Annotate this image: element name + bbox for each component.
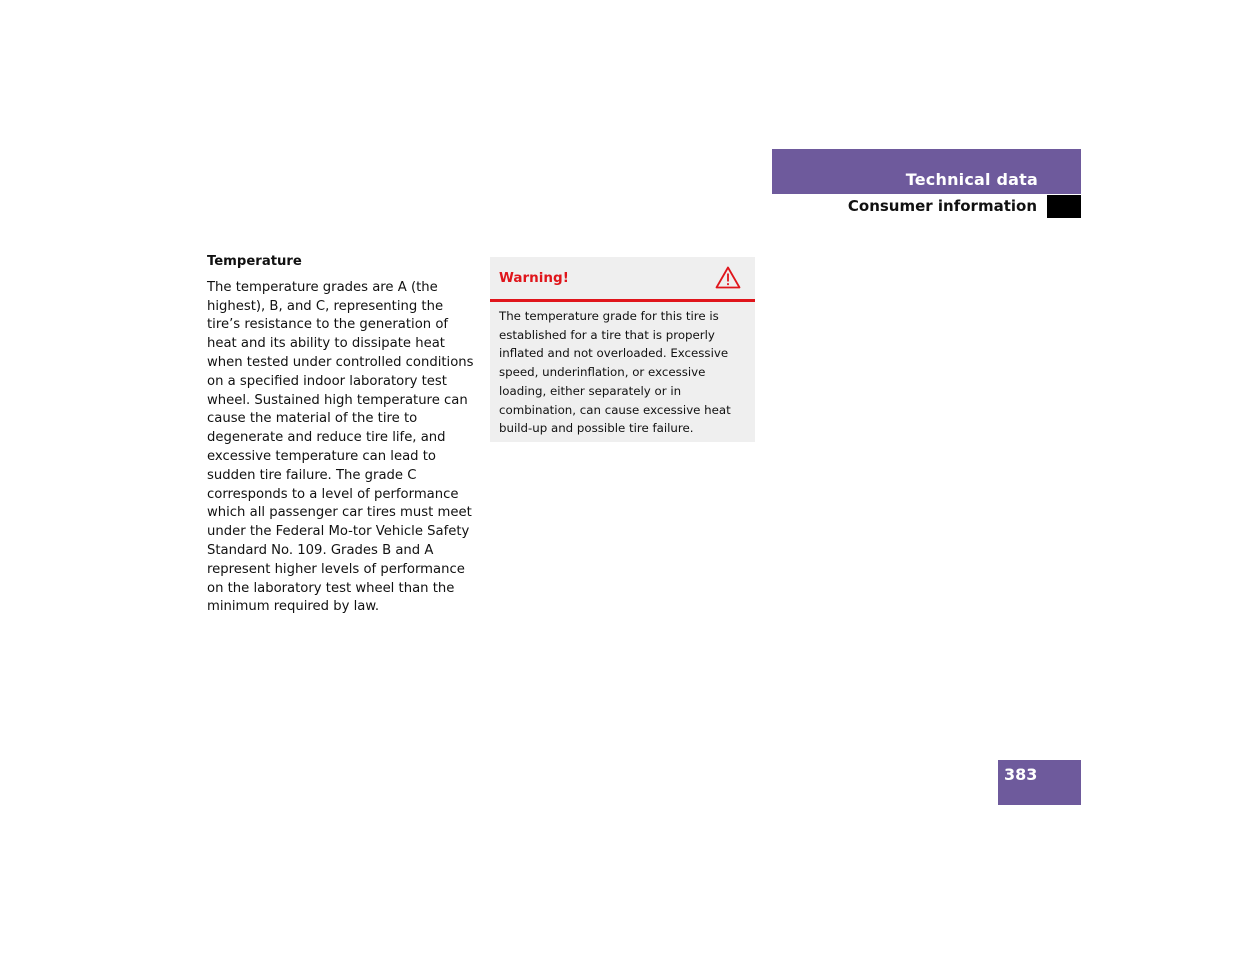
warning-label: Warning!	[499, 270, 569, 286]
page-number-box	[998, 760, 1081, 805]
main-column	[207, 253, 477, 617]
warning-box	[490, 257, 755, 442]
warning-header	[490, 257, 755, 302]
warning-triangle-icon	[715, 266, 741, 289]
page-number: 383	[1004, 765, 1038, 784]
section-heading: Temperature	[207, 254, 302, 269]
section-title: Consumer information	[847, 197, 1037, 215]
chapter-title: Technical data	[905, 170, 1038, 189]
warning-text: The temperature grade for this tire is established for a tire that is properly inflated and not overloaded. Excessive speed, underinflation, or excessive loading, either separately or in combination, can cause excessive heat build-up and possible tire failure.	[499, 309, 731, 436]
body-paragraph: The temperature grades are A (the highest), B, and C, representing the tire’s resistance to the generation of heat and its ability to dissipate heat when tested under controlled conditions on a specified indoor laboratory test wheel. Sustained high temperature can cause the material of the tire to degenerate and reduce tire life, and excessive temperature can lead to sudden tire failure. The grade C corresponds to a level of performance which all passenger car tires must meet under the Federal Mo-tor Vehicle Safety Standard No. 109. Grades B and A represent higher levels of performance on the laboratory test wheel than the minimum required by law.	[207, 279, 474, 615]
chapter-header-bar	[772, 149, 1081, 194]
section-marker	[1047, 195, 1081, 218]
